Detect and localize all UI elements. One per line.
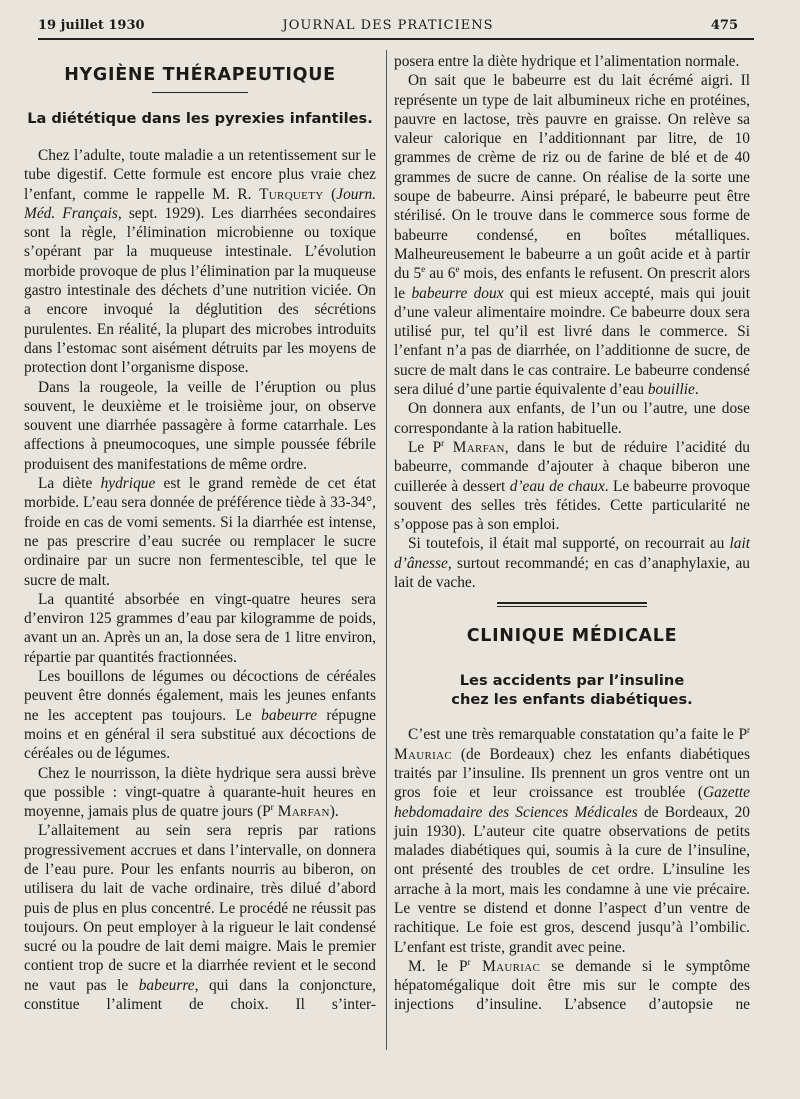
paragraph-continuation: posera entre la diète hydrique et l’alimentation normale. [394, 53, 740, 70]
page-number: 475 [710, 18, 738, 33]
running-head [38, 16, 738, 40]
paragraph: Le $P^r$ Marfan, dans le but de réduire l’acidité du babeurre, commande d’ajouter à chaque biberon une cuillerée à dessert d’eau de chaux. Le babeurre provoque souvent des selles très fétides. Cette particularité ne s’oppose pas à son emploi. [394, 437, 750, 534]
paragraph: On donnera aux enfants, de l’un ou l’autre, une dose correspondante à la ration habituelle. [394, 400, 750, 437]
paragraph: Chez l’adulte, toute maladie a un retentissement sur le tube digestif. Cette formule est encore plus vraie chez l’enfant, comme le rappelle M. R. Turquety (Journ. Méd. Français, sept. 1929). Les diarrhées secondaires sont la règle, l’élimination microbienne ou toxique s’opérant par la muqueuse intestinale. L’évolution morbide provoque de plus l’élimination par la muqueuse gastro intestinale des déchets d’une nutrition viciée. On a encore invoqué la déglutition des sécrétions purulentes. En réalité, la plupart des microbes introduits dans l’estomac sont aisément détruits par les moyens de protection dont l’organisme dispose. [24, 147, 376, 377]
section-title-clinique: CLINIQUE MÉDICALE [466, 626, 678, 647]
article-title-insuline: Les accidents par l’insuline chez les enfants diabétiques. [451, 672, 693, 709]
paragraph: C’est une très remarquable constatation qu’a faite le $P^r$ Mauriac (de Bordeaux) chez les enfants diabétiques traités par l’insuline. Ils prennent un gros ventre ont un gros foie et leur croissance est troublée (Gazette hebdomadaire des Sciences Médicales de Bordeaux, 20 juin 1930). L’auteur cite quatre observations de petits malades diabétiques qui, soumis à la cure de l’insuline, ont présenté des troubles de cet ordre. L’insuline les arrache à la mort, mais les condamne à une vie précaire. Le ventre se distend et donne l’aspect d’un ventre de rachitique. Le foie est gros, descend jusqu’à l’ombilic. L’enfant est triste, grandit avec peine. [394, 725, 750, 956]
paragraph: Si toutefois, il était mal supporté, on recourrait au lait d’ânesse, surtout recommandé; en cas d’anaphylaxie, au lait de vache. [394, 535, 750, 592]
section-title-hygiene: HYGIÈNE THÉRAPEUTIQUE [64, 65, 336, 85]
paragraph: M. le $P^r$ Mauriac se demande si le symptôme hépatomégalique doit être mis sur le compte des injections d’insuline. L’absence d’autopsie ne [394, 956, 750, 1014]
journal-title: JOURNAL DES PRATICIENS [282, 18, 494, 33]
paragraph: On sait que le babeurre est du lait écrémé aigri. Il représente un type de lait albumineux riche en protéines, pauvre en lactose, très pauvre en graisse. On relève sa valeur calorique en l’additionnant par litre, de 10 grammes de crème de riz ou de farine de blé et de 40 grammes de sucre de canne. On réalise de la sorte une soupe de babeurre. Ainsi préparé, le babeurre peut être stérilisé. On le trouve dans le commerce sous forme de babeurre condensé, en boîtes métalliques. Malheureusement le babeurre a un goût acide et à partir du 5e au 6e mois, des enfants le refusent. On prescrit alors le babeurre doux qui est mieux accepté, mais qui jouit d’une valeur alimentaire moindre. Ce babeurre doux sera utilisé pur, tel qu’il est livré dans le commerce. Si l’enfant n’a pas de diarrhée, on l’additionne de sucre, de sucre de malt dans le cas contraire. Le babeurre condensé sera dilué d’une partie équivalente d’eau bouillie. [394, 72, 751, 399]
section-rule [152, 92, 248, 93]
author-name: Mauriac [470, 957, 541, 975]
author-name: Marfan [444, 438, 505, 456]
author-name: Turquety [259, 185, 324, 203]
paragraph: La quantité absorbée en vingt-quatre heures sera d’environ 125 grammes d’eau par kilogramme de poids, avant un an. Après un an, la dose sera de 1 litre environ, répartie par quantités fractionnées. [24, 590, 376, 666]
journal-reference: Journ. Méd. Français [24, 185, 376, 222]
paragraph: Dans la rougeole, la veille de l’éruption ou plus souvent, le deuxième et le troisième jour, on observe souvent une diarrhée passagère à forme catarrhale. Les affections à pneumocoques, une simple poussée fébrile produisent des manifestations de même ordre. [24, 378, 376, 473]
paragraph: Chez le nourrisson, la diète hydrique sera aussi brève que possible : vingt-quatre à quarante-huit heures en moyenne, jamais plus de quatre jours ($P^r$ Marfan). [24, 764, 376, 821]
paragraph: Les bouillons de légumes ou décoctions de céréales peuvent être donnés également, mais les jeunes enfants ne les acceptent pas toujours. Le babeurre répugne moins et en général il sera substitué aux décoctions de céréales ou de légumes. [24, 668, 376, 763]
column-divider [386, 50, 387, 1050]
header-rule [38, 38, 754, 40]
issue-date: 19 juillet 1930 [38, 18, 145, 33]
paragraph: La diète hydrique est le grand remède de cet état morbide. L’eau sera donnée de préférence tiède à 33-34°, froide en cas de vomi sements. Si la diarrhée est intense, ne pas prescrire d’eau sucrée ou remplacer le sucre ordinaire par un sucre non fermentescible, tel que le sucre de malt. [24, 475, 376, 589]
paragraph: L’allaitement au sein sera repris par rations progressivement accrues et dans l’intervalle, on donnera de l’eau pure. Pour les enfants nourris au biberon, on utilisera du lait de vache ordinaire, très dilué d’abord puis de plus en plus concentré. Le procédé ne réussit pas toujours. On peut employer à la rigueur le lait condensé sucré ou la poudre de lait demi maigre. Mais le premier contient trop de sucre et la diarrhée revient et le second ne vaut pas le babeurre, qui dans la conjoncture, constitue l’aliment de choix. Il s’inter- [24, 822, 376, 1014]
author-name: Marfan [273, 803, 330, 821]
article-title-dietetique: La diététique dans les pyrexies infantiles. [27, 110, 373, 127]
left-column [24, 58, 376, 1014]
journal-reference: Gazette hebdomadaire des Sciences Médicales [394, 784, 750, 821]
section-separator [497, 602, 647, 607]
right-column [394, 52, 750, 1015]
author-name: Mauriac [394, 745, 452, 763]
